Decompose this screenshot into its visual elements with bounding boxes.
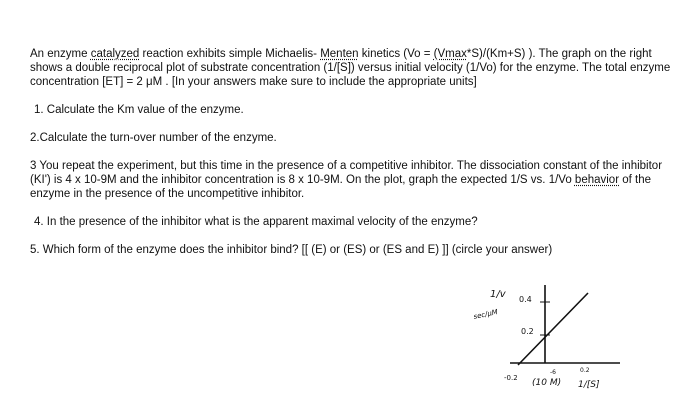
x-tick-label-negative: -0.2 <box>504 374 518 382</box>
y-tick-label-lower: 0.2 <box>521 327 534 336</box>
x-axis-units-exponent: -6 <box>550 369 556 376</box>
intro-line-2: shows a double reciprocal plot of substrate concentration (1/[S]) versus initial velocity (1/Vo) for the enzyme. The total enzyme <box>30 62 671 74</box>
lineweaver-burk-sketch <box>470 275 690 407</box>
intro-text: An enzyme <box>30 48 91 60</box>
intro-word-menten: Menten <box>320 48 359 60</box>
y-axis-label-top: 1/v <box>490 289 506 300</box>
question-3-line-1: 3 You repeat the experiment, but this time in the presence of a competitive inhibitor. The dissociation constant of the inhibitor <box>30 160 663 172</box>
x-axis-label: 1/[S] <box>578 380 600 390</box>
intro-line-3: concentration [ET] = 2 μM . [In your answers make sure to include the appropriate units] <box>30 76 477 88</box>
q3-word-behavior: behavior <box>574 174 620 186</box>
q3-text: of the <box>619 174 652 186</box>
question-3-line-3: enzyme in the presence of the uncompetitive inhibitor. <box>30 188 305 200</box>
y-tick-label-upper: 0.4 <box>519 295 532 304</box>
question-2: 2.Calculate the turn-over number of the enzyme. <box>30 132 277 144</box>
y-axis-units: sec/μM <box>472 308 499 321</box>
x-tick-label-positive: 0.2 <box>580 367 590 374</box>
question-5: 5. Which form of the enzyme does the inhibitor bind? [[ (E) or (ES) or (ES and E) ]] (circle your answer) <box>30 244 553 256</box>
q3-text: (KI') is 4 x 10-9M and the inhibitor concentration is 8 x 10-9M. On the plot, graph the expected 1/S vs. 1/Vo <box>30 174 575 186</box>
intro-word-catalyzed: catalyzed <box>90 48 140 60</box>
intro-word-vmax: (Vmax <box>433 48 467 60</box>
question-4: 4. In the presence of the inhibitor what is the apparent maximal velocity of the enzyme? <box>34 216 478 228</box>
question-1: 1. Calculate the Km value of the enzyme. <box>34 104 244 116</box>
intro-text: kinetics (Vo = <box>358 48 434 60</box>
intro-line-1 <box>30 47 652 61</box>
intro-text: *S)/(Km+S) ). The graph on the right <box>466 48 652 60</box>
intro-text: reaction exhibits simple Michaelis- <box>139 48 321 60</box>
question-3-line-2 <box>30 173 651 187</box>
x-axis-units: (10 M) <box>532 378 562 388</box>
